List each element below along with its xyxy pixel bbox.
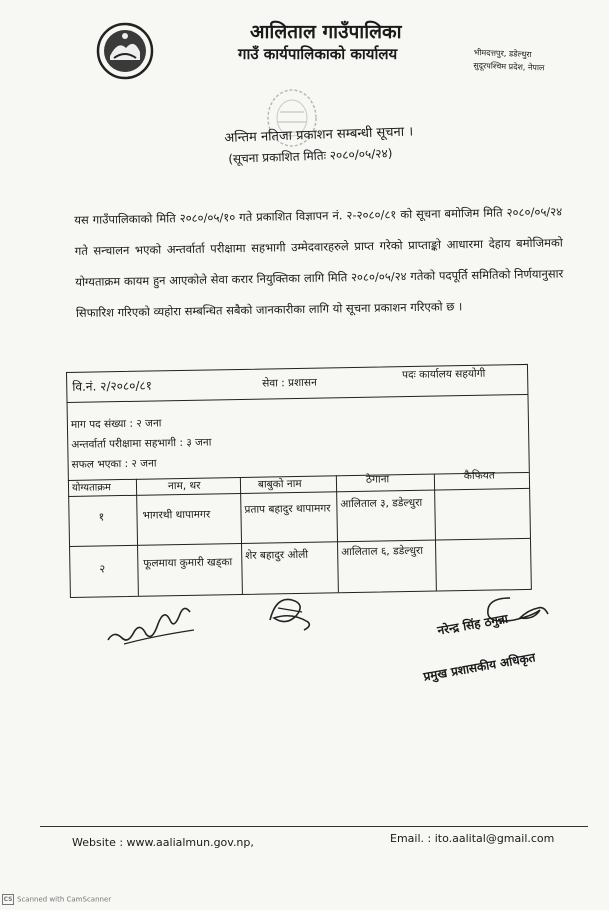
post-label: पदः कार्यालय सहयोगी: [402, 367, 486, 382]
col-header-address: ठेगाना: [365, 473, 390, 486]
camscanner-icon: CS: [3, 896, 13, 903]
signatory-title: प्रमुख प्रशासकीय अधिकृत: [422, 650, 537, 684]
service-label: सेवा : प्रशासन: [262, 376, 317, 390]
notice-published-date: (सूचना प्रकाशित मितिः २०८०/०५/२४): [228, 146, 393, 166]
signatory-name: नरेन्द्र सिंह ठगुन्ना: [436, 611, 509, 638]
father-name-cell: प्रताप बहादुर थापामगर: [244, 502, 331, 516]
handwritten-signature-icon: [262, 590, 318, 634]
office-subtitle: गाउँ कार्यपालिकाको कार्यालय: [238, 45, 398, 63]
demand-count: माग पद संख्या : २ जना: [70, 417, 162, 431]
office-address: [473, 46, 545, 74]
col-header-rank: योग्यताक्रम: [71, 482, 112, 494]
father-name-cell: शेर बहादुर ओली: [245, 548, 309, 562]
col-header-name: नाम, थर: [167, 479, 201, 493]
footer-divider: [40, 826, 588, 827]
participant-count: अन्तर्वार्ता परीक्षामा सहभागी : ३ जना: [71, 436, 212, 451]
address-cell: आलिताल ३, डडेल्धुरा: [340, 496, 423, 511]
name-cell: फूलमाया कुमारी खड्का: [143, 556, 233, 570]
successful-count: सफल भएका : २ जना: [71, 457, 157, 471]
rank-cell: २: [99, 562, 106, 576]
address-line: भीमदत्तपुर, डडेल्धुरा: [473, 47, 532, 60]
government-emblem-icon: [96, 22, 154, 80]
advertisement-number: वि.नं. २/२०८०/८१: [72, 378, 153, 394]
handwritten-signature-icon: [104, 600, 200, 650]
col-header-father: बाबुको नाम: [257, 477, 302, 491]
footer-email: Email. : ito.aalital@gmail.com: [390, 832, 555, 845]
notice-title: अन्तिम नतिजा प्रकाशन सम्बन्धी सूचना ।: [224, 124, 414, 146]
scanner-text: Scanned with CamScanner: [17, 895, 112, 904]
footer-website: Website : www.aalialmun.gov.np,: [72, 836, 254, 849]
notice-body: यस गाउँपालिकाको मिति २०८०/०५/१० गते प्रकाशित विज्ञापन नं. २-२०८०/८१ को सूचना बमोजिम मिति २०८०/०५/२४ गते सन्चालन भएको अन्तर्वार्ता परीक्षामा सहभागी उम्मेदवारहरुले प्राप्त गरेको प्राप्ताङ्को आधारमा देहाय बमोजिमको योग्यताक्रम कायम हुन आएकोले सेवा करार नियुक्तिका लागि मिति २०८०/०५/२४ गतेको पदपूर्ति समितिको निर्णयानुसार सिफारिश गरिएको व्यहोरा सम्बन्धित सबैको जानकारीका लागि यो सूचना प्रकाशन गरिएको छ ।: [74, 204, 564, 320]
address-line: सुदूरपश्चिम प्रदेश, नेपाल: [473, 60, 545, 73]
page-title: आलिताल गाउँपालिका: [250, 21, 402, 43]
col-header-remarks: कैफियत: [463, 469, 495, 483]
address-cell: आलिताल ६, डडेल्धुरा: [341, 544, 424, 559]
results-table: [66, 364, 532, 598]
scanner-watermark: [2, 894, 111, 905]
name-cell: भागरथी थापामगर: [142, 508, 211, 522]
rank-cell: १: [98, 510, 105, 524]
